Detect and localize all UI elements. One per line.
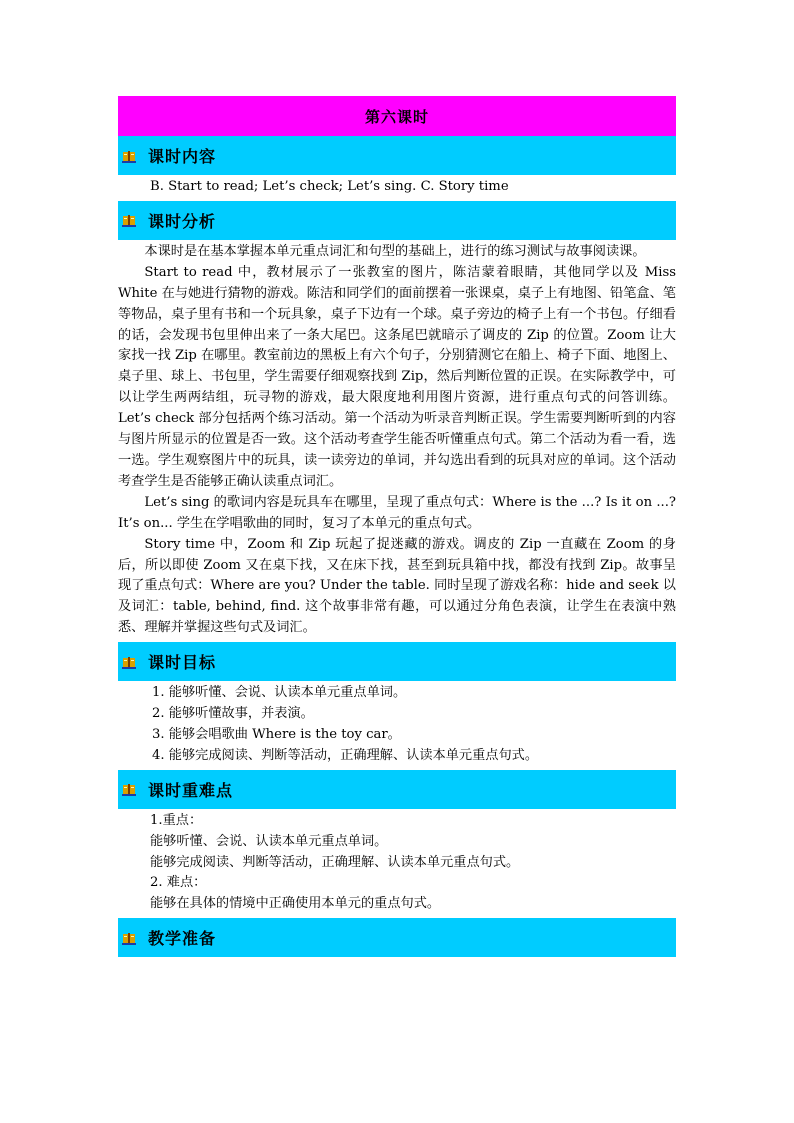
book-bullet-icon — [122, 782, 136, 796]
page-title-bar — [118, 96, 676, 136]
list-item: 4. 能够完成阅读、判断等活动，正确理解、认读本单元重点句式。 — [152, 747, 539, 763]
section-header-analysis — [118, 201, 676, 240]
list-item: 能够在具体的情境中正确使用本单元的重点句式。 — [150, 896, 441, 912]
book-bullet-icon — [122, 213, 136, 227]
section-header-preparation — [118, 918, 676, 957]
paragraph: Start to read 中，教材展示了一张教室的图片，陈洁蒙着眼睛，其他同学以及 Miss White 在与她进行猜物的游戏。陈洁和同学们的面前摆着一张课桌，桌子上有地图、铅笔盒、笔等物品，桌子里有书和一个玩具象，桌子下边有一个球。桌子旁边的椅子上有一个书包。仔细看的话，会发现书包里伸出来了一条大尾巴。这条尾巴就暗示了调皮的 Zip 的位置。Zoom 让大家找一找 Zip 在哪里。教室前边的黑板上有六个句子，分别猜测它在船上、椅子下面、地图上、桌子里、球上、书包里，学生需要仔细观察找到 Zip，然后判断位置的正误。在实际教学中，可以让学生两两结组，玩寻物的游戏，最大限度地利用图片资源，进行重点句式的问答训练。Let’s check 部分包括两个练习活动。第一个活动为听录音判断正误。学生需要判断听到的内容与图片所显示的位置是否一致。这个活动考查学生能否听懂重点句式。第二个活动为看一看，选一选。学生观察图片中的玩具，读一读旁边的单词，并勾选出看到的玩具对应的单词。这个活动考查学生是否能够正确认读重点词汇。 — [118, 264, 676, 489]
section-title: 课时内容 — [148, 147, 217, 166]
list-item: 1. 能够听懂、会说、认读本单元重点单词。 — [152, 685, 407, 701]
book-bullet-icon — [122, 655, 136, 669]
list-item: 2. 能够听懂故事，并表演。 — [152, 706, 314, 722]
lesson-document — [118, 96, 676, 957]
paragraph: Let’s sing 的歌词内容是玩具车在哪里，呈现了重点句式：Where is the ...? Is it on ...? It’s on... 学生在学唱歌曲的同时，复习了本单元的重点句式。 — [118, 494, 676, 531]
page-title: 第六课时 — [364, 107, 429, 126]
list-item: 2. 难点： — [150, 875, 207, 891]
section-header-key-points — [118, 770, 676, 809]
paragraph: 本课时是在基本掌握本单元重点词汇和句型的基础上，进行的练习测试与故事阅读课。 — [144, 243, 646, 259]
section-title: 课时分析 — [148, 211, 217, 231]
list-item: 能够听懂、会说、认读本单元重点单词。 — [150, 833, 388, 849]
list-item: 3. 能够会唱歌曲 Where is the toy car。 — [152, 726, 401, 742]
book-bullet-icon — [122, 149, 136, 163]
section-title: 课时重难点 — [148, 780, 234, 800]
section-header-objectives — [118, 642, 676, 681]
section-body — [118, 175, 676, 201]
section-body — [118, 240, 676, 642]
book-bullet-icon — [122, 931, 136, 945]
content-line: B. Start to read; Let’s check; Let’s sing. C. Story time — [150, 179, 509, 194]
section-body — [118, 809, 676, 919]
list-item: 1.重点： — [150, 812, 203, 828]
section-title: 教学准备 — [148, 929, 217, 949]
section-header-content — [118, 136, 676, 175]
section-body — [118, 681, 676, 770]
list-item: 能够完成阅读、判断等活动，正确理解、认读本单元重点句式。 — [150, 854, 520, 870]
section-title: 课时目标 — [148, 653, 217, 673]
paragraph: Story time 中，Zoom 和 Zip 玩起了捉迷藏的游戏。调皮的 Zip 一直藏在 Zoom 的身后，所以即使 Zoom 又在桌下找，又在床下找，甚至到玩具箱中找，都没有找到 Zip。故事呈现了重点句式：Where are you? Under the table. 同时呈现了游戏名称：hide and seek 以及词汇：table, behind, find. 这个故事非常有趣，可以通过分角色表演，让学生在表演中熟悉、理解并掌握这些句式及词汇。 — [118, 536, 676, 636]
